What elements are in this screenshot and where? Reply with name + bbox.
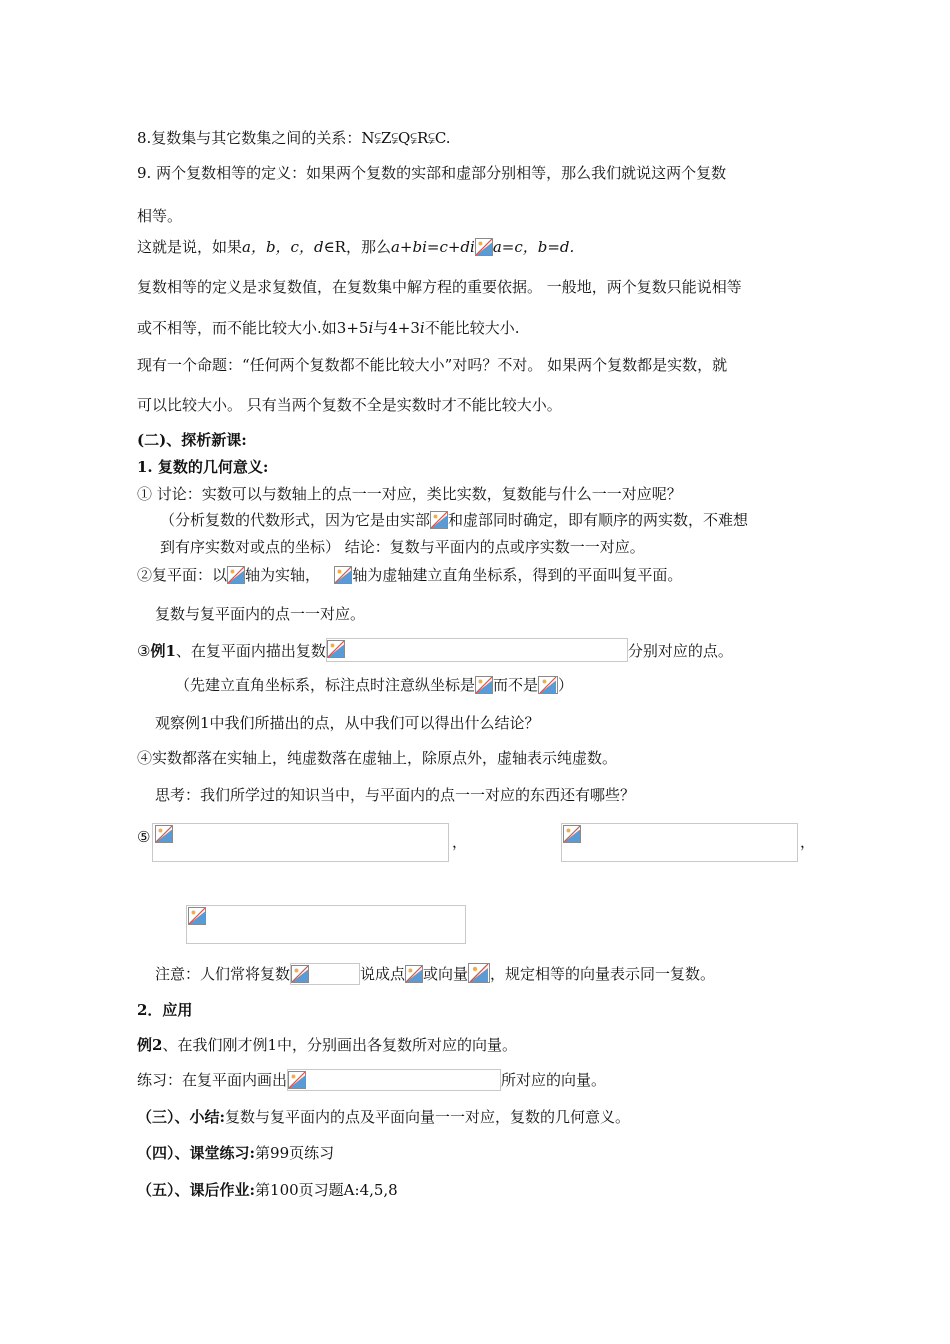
complex-equality-definition: 9. 两个复数相等的定义：如果两个复数的实部和虚部分别相等，那么我们就说这两个复数 [137,164,727,182]
formula-image-placeholder [290,963,360,985]
text: 现有一个命题：“任何两个复数都不能比较大小”对吗？不对。 如果两个复数都是实数，就 [137,356,728,374]
text: ① 讨论：实数可以与数轴上的点一一对应，类比实数，复数能与什么一一对应呢？ [137,485,682,503]
item-2 [137,565,682,585]
text: 而不是 [493,676,539,694]
broken-image-icon [468,963,490,983]
subsection-heading-1 [137,457,268,477]
text: ，规定相等的向量表示同一复数。 [490,965,716,983]
item-1 [137,484,682,504]
subsection-heading-2 [137,1000,192,1020]
practice-line [137,1069,606,1091]
broken-image-icon [475,676,493,694]
broken-image-icon [188,907,206,925]
section-heading-4: （四）、课堂练习: [137,1144,256,1162]
text: ∈R，那么 [323,238,391,256]
line-10 [137,237,574,257]
text: 1. 复数的几何意义: [137,458,269,476]
variables: a，b，c，d [242,238,324,256]
text: ②复平面：以 [137,566,228,584]
broken-image-icon [563,825,581,843]
text: 轴为实轴， [245,566,321,584]
text: 和虚部同时确定，即有顺序的两实数，不难想 [448,511,749,529]
text: 思考：我们所学过的知识当中，与平面内的点一一对应的东西还有哪些？ [155,786,636,804]
line-12a [137,355,727,375]
example-label: 例1 [150,642,176,660]
text: 可以比较大小。 只有当两个复数不全是实数时才不能比较大小。 [137,396,562,414]
text: 与4+3 [373,319,420,337]
think-prompt [155,785,635,805]
text: 复数与复平面内的点一一对应。 [155,605,366,623]
item-5-marker: ⑤ [137,828,151,846]
text: (二)、探析新课: [137,431,247,449]
text: 分别对应的点。 [627,642,733,660]
text: ④实数都落在实轴上，纯虚数落在虚轴上，除原点外，虚轴表示纯虚数。 [137,749,618,767]
broken-image-icon [227,566,245,584]
imaginary-unit: i [419,319,425,337]
item-1-conclusion [160,537,645,557]
item-4 [137,748,617,768]
item-3-hint [175,675,573,695]
text: 第99页练习 [255,1144,335,1162]
text: （先建立直角坐标系，标注点时注意纵坐标是 [175,676,476,694]
separator-comma: ， [452,833,468,851]
line-8 [137,128,451,148]
broken-image-icon [288,1071,306,1089]
broken-image-icon [475,238,493,256]
line-11b [137,318,520,338]
note-line [155,963,715,985]
equation-result: a=c，b=d. [492,238,575,256]
image-placeholder-box [186,905,466,944]
text: 复数相等的定义是求复数值，在复数集中解方程的重要依据。 一般地，两个复数只能说相等 [137,278,742,296]
line-12b [137,395,562,415]
section-heading-5: （五）、课后作业: [137,1181,256,1199]
text: 第100页习题A:4,5,8 [255,1181,398,1199]
item-3-question [155,713,540,733]
item-3-example-1 [137,638,733,662]
text: 练习：在复平面内画出 [137,1071,288,1089]
text: 或向量 [423,965,469,983]
text: 注意：人们常将复数 [155,965,291,983]
line-9b [137,206,182,226]
text: 到有序实数对或点的坐标） 结论：复数与平面内的点或序实数一一对应。 [160,538,645,556]
broken-image-icon [538,676,558,694]
text: 这就是说，如果 [137,238,243,256]
section-4-classwork [137,1143,334,1163]
item-1-analysis [160,510,748,530]
line-11a [137,277,742,297]
text: 观察例1中我们所描出的点，从中我们可以得出什么结论？ [155,714,540,732]
broken-image-icon [430,511,448,529]
equation: a+bi=c+di [390,238,475,256]
section-heading-2 [137,430,247,450]
text: 相等。 [137,207,183,225]
text: ） [558,676,574,694]
text: （分析复数的代数形式，因为它是由实部 [160,511,431,529]
text: 轴为虚轴建立直角坐标系，得到的平面叫复平面。 [352,566,683,584]
formula-image-placeholder [326,638,628,662]
text: 说成点 [360,965,406,983]
line-9a [137,163,726,183]
formula-image-placeholder [287,1069,501,1091]
text: 复数与复平面内的点及平面向量一一对应，复数的几何意义。 [225,1108,631,1126]
broken-image-icon [405,965,423,983]
text: 不能比较大小. [424,319,520,337]
broken-image-icon [291,965,309,983]
text: 、在我们刚才例1中，分别画出各复数所对应的向量。 [162,1036,517,1054]
section-heading-3: （三）、小结: [137,1108,226,1126]
section-5-homework [137,1180,398,1200]
broken-image-icon [155,825,173,843]
example-label: 例2 [137,1036,163,1054]
image-placeholder-box [561,823,798,862]
number-set-relation: 8.复数集与其它数集之间的关系：N⫋Z⫋Q⫋R⫋C. [137,129,451,147]
image-placeholder-box [152,823,449,862]
text: 所对应的向量。 [501,1071,607,1089]
text: 2．应用 [137,1001,193,1019]
broken-image-icon [334,566,352,584]
separator-comma: ， [800,833,816,851]
text: ③ [137,642,151,660]
example-2 [137,1035,517,1055]
item-2-note [155,604,365,624]
section-3-summary [137,1107,630,1127]
imaginary-unit: i [368,319,374,337]
text: 或不相等，而不能比较大小.如3+5 [137,319,369,337]
broken-image-icon [327,640,345,658]
text: 、在复平面内描出复数 [175,642,326,660]
